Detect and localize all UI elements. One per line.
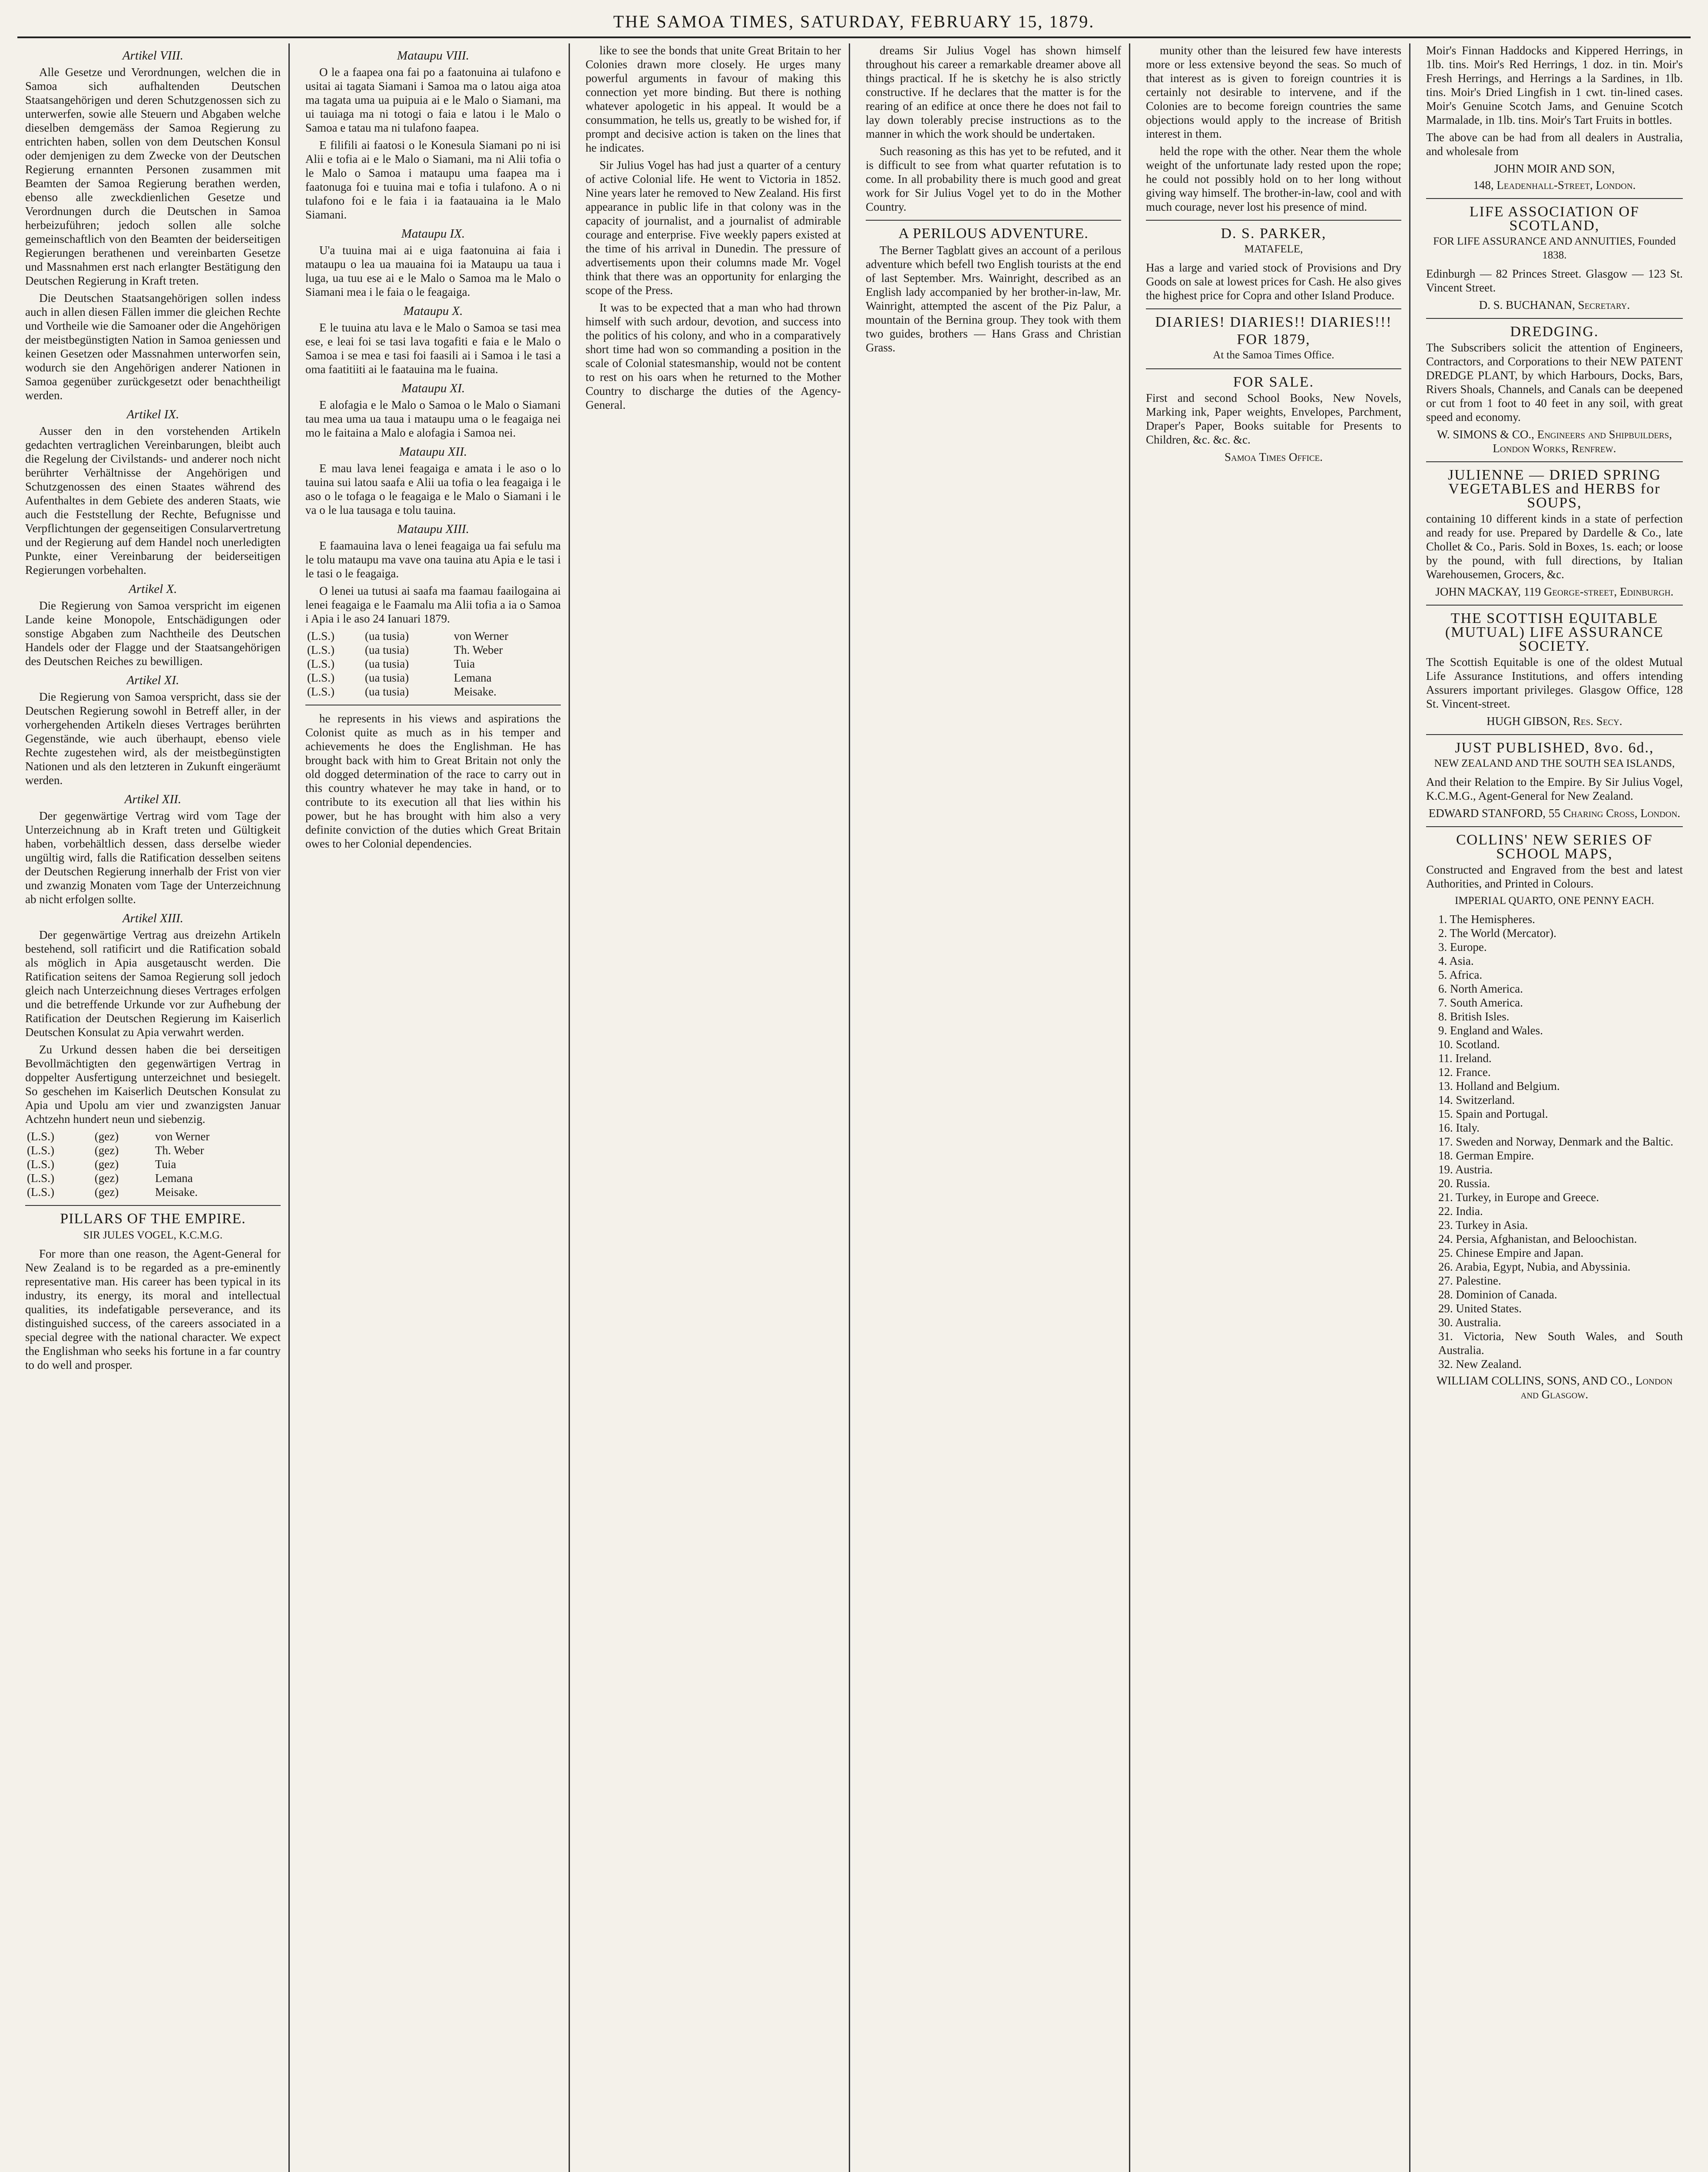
signature-row	[25, 1129, 281, 1143]
signed-mark: (gez)	[94, 1172, 119, 1185]
seal: (L.S.)	[307, 685, 334, 698]
masthead-title: THE SAMOA TIMES, SATURDAY, FEBRUARY 15, 1879.	[613, 11, 1095, 31]
signed-mark: (ua tusia)	[365, 685, 409, 698]
article-9-text: Ausser den in den vorstehenden Artikeln gedachten vertraglichen Vereinbarungen, bleibt auch die Regelung der Civilstands- und anderer noch nicht berührter Verhältnisse der Angehörigen und Schutzgenossen des einen Staates während des Aufenthaltes in dem Gebiete des anderen Staats, wie auch die Feststellung der Rechte, Befugnisse und Verpflichtungen der gegenseitigen Consularvertretung und der Regierung auf dem Handel noch unerledigten Punkte, einer Vereinbarung der beiderseitigen Regierungen vorbehalten.	[25, 424, 281, 576]
signature-row	[305, 685, 561, 699]
maps-list-item: 21. Turkey, in Europe and Greece.	[1438, 1191, 1599, 1204]
maps-list-item: 16. Italy.	[1438, 1121, 1480, 1134]
article-12-text: Der gegenwärtige Vertrag wird vom Tage der Unterzeichnung ab in Kraft treten und Gültigkeit haben, vorbehältlich dessen, dass derselbe wieder ungültig wird, falls die Ratification desselben seitens der Deutschen Regierung innerhalb der Frist von vier und zwanzig Monaten vom Tage der Unterzeichnung ab nicht erfolgen sollte.	[25, 809, 281, 906]
mataupu-9-text: U'a tuuina mai ai e uiga faatonuina ai faia i mataupu o lea ua mauaina foi ia Mataupu ua taua i luga, ua tuu ese ai e le Malo o Samoa ma le Malo o Siamani mea i le faia o le feagaiga.	[305, 244, 561, 298]
signed-mark: (ua tusia)	[365, 643, 409, 656]
mataupu-8-title: Mataupu VIII.	[397, 49, 469, 63]
dredging-heading: DREDGING.	[1510, 324, 1599, 340]
maps-list-item: 7. South America.	[1438, 996, 1523, 1009]
signed-mark: (ua tusia)	[365, 657, 409, 670]
signatory-name: Meisake.	[155, 1185, 198, 1199]
mataupu-10-title: Mataupu X.	[403, 304, 463, 318]
divider	[866, 220, 1121, 221]
vogel-article-text-4: dreams Sir Julius Vogel has shown himself throughout his career a remarkable dreamer above all things practical. If he is sketchy he is also strictly constructive. If he declares that the matter is for the rearing of an edifice at once there he does not fail to lay down tolerably precise instructions as to the manner in which the work should be undertaken.	[866, 44, 1121, 140]
maps-list-item: 23. Turkey in Asia.	[1438, 1218, 1528, 1232]
maps-list-item: 9. England and Wales.	[1438, 1024, 1543, 1037]
article-12-title: Artikel XII.	[124, 792, 182, 806]
maps-list-item: 28. Dominion of Canada.	[1438, 1288, 1557, 1301]
signatory-name: von Werner	[453, 629, 509, 642]
pillars-title: PILLARS OF THE EMPIRE.	[60, 1211, 246, 1227]
column-3	[578, 43, 850, 2172]
maps-list-item: 24. Persia, Afghanistan, and Beloochistan.	[1438, 1232, 1637, 1245]
moir-ad-note: The above can be had from all dealers in Australia, and wholesale from	[1426, 131, 1683, 158]
parker-ad	[1146, 227, 1401, 302]
scottish-equitable-contact: HUGH GIBSON, Res. Secy.	[1486, 715, 1622, 728]
signatory-name: Th. Weber	[453, 643, 503, 656]
divider	[1426, 461, 1683, 462]
adventure-title: A PERILOUS ADVENTURE.	[898, 225, 1089, 242]
maps-list-item: 26. Arabia, Egypt, Nubia, and Abyssinia.	[1438, 1260, 1631, 1273]
divider	[1146, 220, 1401, 221]
book-ad-contact: EDWARD STANFORD, 55 Charing Cross, London.	[1428, 807, 1681, 820]
vogel-article-text-5: Such reasoning as this has yet to be refuted, and it is difficult to see from what quarter refutation is to come. In all probability there is much good and great work for Sir Julius Vogel yet to do in the Mother Country.	[866, 145, 1121, 213]
seal: (L.S.)	[307, 629, 334, 642]
for-sale-place: Samoa Times Office.	[1225, 450, 1323, 464]
diaries-ad-heading: DIARIES! DIARIES!! DIARIES!!!	[1155, 314, 1392, 330]
signed-mark: (gez)	[94, 1130, 119, 1143]
signatory-name: Meisake.	[453, 685, 497, 698]
maps-list-item: 6. North America.	[1438, 982, 1523, 995]
diaries-ad	[1146, 315, 1401, 362]
pillars-subtitle: SIR JULES VOGEL, K.C.M.G.	[83, 1229, 223, 1241]
seal: (L.S.)	[27, 1130, 54, 1143]
maps-list-item: 32. New Zealand.	[1438, 1358, 1522, 1371]
mataupu-8-text: O le a faapea ona fai po a faatonuina ai tulafono e usitai ai tagata Siamani i Samoa ma o latou aiga atoa ma tagata uma ua puipuia ai e le Malo o Siamani, ma ui tauiaga ma ni totogi o faia e latou i le Malo o Samoa e tatau ma ni tulafono faapea.	[305, 66, 561, 134]
maps-list-item: 20. Russia.	[1438, 1177, 1490, 1190]
column-1	[17, 43, 290, 2172]
dredging-contact: W. SIMONS & CO., Engineers and Shipbuilders, London Works, Renfrew.	[1437, 428, 1672, 455]
maps-list-item: 8. British Isles.	[1438, 1010, 1509, 1023]
seal: (L.S.)	[307, 671, 334, 684]
column-6	[1418, 43, 1691, 2172]
article-10-title: Artikel X.	[129, 582, 177, 596]
signature-row	[25, 1171, 281, 1185]
dredging-ad	[1426, 325, 1683, 455]
maps-ad-heading: COLLINS' NEW SERIES OF SCHOOL MAPS,	[1456, 832, 1653, 862]
parker-ad-place: MATAFELE,	[1244, 243, 1303, 255]
julienne-ad	[1426, 468, 1683, 599]
signed-mark: (gez)	[94, 1158, 119, 1171]
seal: (L.S.)	[27, 1144, 54, 1157]
maps-list-item: 29. United States.	[1438, 1302, 1522, 1315]
parker-ad-text: Has a large and varied stock of Provisions and Dry Goods on sale at lowest prices for Cash. He also gives the highest price for Copra and other Island Produce.	[1146, 261, 1401, 302]
adventure-text-continued: held the rope with the other. Near them the whole weight of the unfortunate lady rested upon the rope; he could not possibly hold on to her long without giving way himself. The brother-in-law, cool and with much courage, never lost his presence of mind.	[1146, 145, 1401, 213]
divider	[1426, 605, 1683, 606]
maps-list-item: 15. Spain and Portugal.	[1438, 1107, 1548, 1120]
signature-row	[305, 671, 561, 685]
adventure-text: The Berner Tagblatt gives an account of a perilous adventure which befell two English tourists at the end of last September. Mrs. Wainright, described as an English lady accompanied by her brother-in-law, Mr. Wainright, attempted the ascent of the Piz Palur, a mountain of the Bernina group. They took with them two guides, brothers — Hans Grass and Christian Grass.	[866, 244, 1121, 354]
mataupu-13-text: E faamauina lava o lenei feagaiga ua fai sefulu ma le tolu mataupu ma vave ona tauina atu Apia e le tasi i le tasi o le feagaiga.	[305, 539, 561, 580]
mataupu-11-title: Mataupu XI.	[401, 381, 465, 395]
masthead	[17, 6, 1691, 38]
diaries-ad-year: FOR 1879,	[1237, 331, 1311, 348]
signature-row	[25, 1143, 281, 1157]
maps-list-item: 22. India.	[1438, 1205, 1483, 1218]
signature-row	[305, 643, 561, 657]
signed-mark: (gez)	[94, 1144, 119, 1157]
book-ad-heading: JUST PUBLISHED, 8vo. 6d.,	[1455, 740, 1654, 756]
maps-list-item: 13. Holland and Belgium.	[1438, 1079, 1560, 1093]
seal: (L.S.)	[307, 643, 334, 656]
article-8-text-2: Die Deutschen Staatsangehörigen sollen indess auch in allen diesen Fällen immer die gleichen Rechte und Vortheile wie die Samoaner oder die Angehörigen der meistbegünstigten Nation in Samoa geniessen und keinen Gesetzen oder Massnahmen unterworfen sein, wodurch sie den Angehörigen anderer Nationen in Samoa gegenüber zurückgesetzt oder benachtheiligt werden.	[25, 291, 281, 402]
life-association-heading: LIFE ASSOCIATION OF SCOTLAND,	[1469, 204, 1640, 234]
maps-list-item: 17. Sweden and Norway, Denmark and the Baltic.	[1438, 1135, 1674, 1148]
moir-ad	[1426, 43, 1683, 192]
maps-list-item: 5. Africa.	[1438, 968, 1483, 981]
book-ad-title: NEW ZEALAND AND THE SOUTH SEA ISLANDS,	[1434, 758, 1675, 769]
seal: (L.S.)	[307, 657, 334, 670]
mataupu-13-text-2: O lenei ua tutusi ai saafa ma faamau faailogaina ai lenei feagaiga e le Faamalu ma Alii tofia a ia o Samoa i Apia i le aso 24 Ianuari 1879.	[305, 584, 561, 625]
vogel-article-text-3: It was to be expected that a man who had thrown himself with such ardour, devotion, and success into the politics of his colony, and who in a comparatively short time had won so commanding a position in the scale of Colonial statesmanship, would not be content to rest on his oars when he returned to the Mother Country to discharge the duties of the Agency-General.	[586, 301, 841, 411]
signed-mark: (gez)	[94, 1185, 119, 1199]
article-9-title: Artikel IX.	[126, 407, 179, 421]
signature-row	[305, 629, 561, 643]
book-ad	[1426, 741, 1683, 820]
diaries-ad-place: At the Samoa Times Office.	[1213, 349, 1334, 361]
seal: (L.S.)	[27, 1172, 54, 1185]
article-10-text: Die Regierung von Samoa verspricht im eigenen Lande keine Monopole, Entschädigungen oder sonstige Abgaben zum Nachtheile des Deutschen Handels oder der Flagge und der Staatsangehörigen des Deutschen Reiches zu bewilligen.	[25, 599, 281, 668]
column-2	[298, 43, 570, 2172]
mataupu-12-title: Mataupu XII.	[399, 445, 467, 459]
signatory-name: Th. Weber	[155, 1144, 204, 1157]
life-association-address: Edinburgh — 82 Princes Street. Glasgow — 123 St. Vincent Street.	[1426, 267, 1683, 294]
maps-ad	[1426, 833, 1683, 1401]
pillars-text: For more than one reason, the Agent-General for New Zealand is to be regarded as a pre-eminently representative man. His career has been typical in its industry, its energy, its moral and intellectual qualities, its indefatigable perseverance, and its distinguished success, of the careers associated in a special degree with the national character. We expect the Englishman who seeks his fortune in a far country to do well and prosper.	[25, 1247, 281, 1371]
article-8-text: Alle Gesetze und Verordnungen, welchen die in Samoa sich aufhaltenden Deutschen Staatsangehörigen und deren Schutzgenossen sich zu unterwerfen, sowie alle Steuern und Abgaben welche dieselben demgemäss der Samoa Regierung zu entrichten haben, sollen von dem Deutschen Konsul oder demjenigen zu dem Zwecke von der Deutschen Regierung ernannten Personen zusammen mit Beamten der Samoa Regierung berathen werden, ebenso alle zweckdienlichen Gesetze und Verordnungen durch die Deutschen in Samoa herbeizuführen; jedoch sollen alle solche gemeinschaftlich von den Beamten der beiderseitigen Regierungen berathenen und vereinbarten Gesetze und Massnahmen erst nach erlangter Bestätigung den Deutschen Regierung in Kraft treten.	[25, 66, 281, 287]
article-13-title: Artikel XIII.	[122, 911, 184, 925]
maps-ad-contact: WILLIAM COLLINS, SONS, AND CO., London and Glasgow.	[1436, 1374, 1673, 1401]
article-11-title: Artikel XI.	[126, 673, 179, 687]
divider	[25, 1205, 281, 1206]
maps-list	[1426, 912, 1683, 1371]
mataupu-8-text-2: E filifili ai faatosi o le Konesula Siamani po ni isi Alii e tofia ai e le Malo o Siamani, ma ni Alii tofia o le Malo o Samoa i mataupu uma faapea ma i faatonuga foi e tuuina mai e tofia i tulafono. A o ni tulafono foi e le faia i ia faatauaina ia le Malo Siamani.	[305, 139, 561, 221]
julienne-contact: JOHN MACKAY, 119 George-street, Edinburgh.	[1435, 585, 1674, 598]
mataupu-10-text: E le tuuina atu lava e le Malo o Samoa se tasi mea ese, e leai foi se tasi lava togafiti e faia e le Malo o Samoa i se mea e tasi foi faasili ai i Samoa i le tasi a oma faatitiiti ai le faatauina ma le fuaina.	[305, 321, 561, 376]
column-5	[1138, 43, 1410, 2172]
for-sale-ad	[1146, 375, 1401, 464]
signature-table-german	[25, 1129, 281, 1199]
for-sale-heading: FOR SALE.	[1233, 374, 1314, 390]
divider	[1426, 826, 1683, 827]
seal: (L.S.)	[27, 1158, 54, 1171]
divider	[1146, 308, 1401, 309]
divider	[1146, 368, 1401, 369]
scottish-equitable-text: The Scottish Equitable is one of the oldest Mutual Life Assurance Institutions, and offers intending Assurers important privileges. Glasgow Office, 128 St. Vincent-street.	[1426, 656, 1683, 710]
vogel-article-text-6: munity other than the leisured few have interests more or less extensive beyond the seas. So much of that interest as is given to foreign countries it is certainly not desirable to intervene, and if the Colonies are to become foreign countries the same objections would apply to the increase of British interest in them.	[1146, 44, 1401, 140]
parker-ad-heading: D. S. PARKER,	[1221, 225, 1327, 242]
seal: (L.S.)	[27, 1185, 54, 1199]
moir-ad-text: Moir's Finnan Haddocks and Kippered Herrings, in 1lb. tins. Moir's Red Herrings, 1 doz. in tin. Moir's Fresh Herrings, and Herrings a la Sardines, in 1lb. tins. Moir's Dried Lingfish in 1 cwt. tin-lined cases. Moir's Genuine Scotch Jams, and Genuine Scotch Marmalade, in 1lb. tins. Moir's Tart Fruits in bottles.	[1426, 44, 1683, 126]
signed-mark: (ua tusia)	[365, 629, 409, 642]
vogel-article-continued: he represents in his views and aspirations the Colonist quite as much as in his temper and achievements he does the Englishman. He has brought back with him to Great Britain not only the old dogged determination of the race to carry out in this country whatever he may take in hand, or to contribute to its execution all that lies within his power, but he has brought with him also a very definite conviction of the duties which Great Britain owes to her Colonial dependencies.	[305, 712, 561, 850]
article-13-text-2: Zu Urkund dessen haben die bei derseitigen Bevollmächtigten den gegenwärtigen Vertrag in doppelter Ausfertigung unterzeichnet und besiegelt. So geschehen im Kaiserlich Deutschen Konsulat zu Apia und Upolu am vier und zwanzigsten Januar Achtzehn hundert neun und siebenzig.	[25, 1043, 281, 1126]
maps-list-item: 2. The World (Mercator).	[1438, 927, 1556, 940]
column-4	[858, 43, 1130, 2172]
maps-list-item: 4. Asia.	[1438, 954, 1474, 967]
maps-list-item: 10. Scotland.	[1438, 1038, 1500, 1051]
signed-mark: (ua tusia)	[365, 671, 409, 684]
maps-list-item: 31. Victoria, New South Wales, and South Australia.	[1438, 1330, 1683, 1357]
signatory-name: Lemana	[155, 1172, 193, 1185]
mataupu-12-text: E mau lava lenei feagaiga e amata i le aso o lo tauina sui latou saafa e Alii ua tofia o lea feagaiga i le aso o le tofaga o le feagaiga e le Malo o Siamani i le va o le lua tausaga e tolu tauina.	[305, 462, 561, 517]
signatory-name: von Werner	[155, 1130, 210, 1143]
mataupu-13-title: Mataupu XIII.	[397, 522, 469, 536]
vogel-article-text-2: Sir Julius Vogel has had just a quarter of a century of active Colonial life. He went to Victoria in 1852. Nine years later he removed to New Zealand. His first appearance in public life in that colony was in the capacity of journalist, and a journalist of admirable courage and enterprise. Five weekly papers existed at the time of his arrival in Dunedin. The pressure of advertisements upon their columns made Mr. Vogel think that there was an opportunity for enlarging the scope of the Press.	[586, 159, 841, 297]
signature-row	[25, 1185, 281, 1199]
maps-ad-price: IMPERIAL QUARTO, ONE PENNY EACH.	[1455, 895, 1654, 907]
signature-row	[25, 1157, 281, 1171]
divider	[1426, 734, 1683, 735]
vogel-article-text-1: like to see the bonds that unite Great Britain to her Colonies drawn more closely. He urges many powerful arguments in favour of making this connection yet more binding. But there is nothing whatever apologetic in his appeal. It would be a consummation, he tells us, greatly to be wished for, if prompt and decisive action is taken on the lines that he indicates.	[586, 44, 841, 154]
book-ad-text: And their Relation to the Empire. By Sir Julius Vogel, K.C.M.G., Agent-General for New Zealand.	[1426, 775, 1683, 802]
maps-list-item: 3. Europe.	[1438, 940, 1487, 954]
maps-list-item: 1. The Hemispheres.	[1438, 913, 1535, 926]
article-8-title: Artikel VIII.	[122, 49, 184, 63]
moir-ad-name: JOHN MOIR AND SON,	[1494, 162, 1615, 175]
for-sale-text: First and second School Books, New Novels, Marking ink, Paper weights, Envelopes, Parchment, Draper's Paper, Books suitable for Presents to Children, &c. &c. &c.	[1146, 391, 1401, 446]
mataupu-9-title: Mataupu IX.	[401, 227, 465, 241]
maps-list-item: 30. Australia.	[1438, 1316, 1501, 1329]
maps-ad-text: Constructed and Engraved from the best and latest Authorities, and Printed in Colours.	[1426, 863, 1683, 890]
maps-list-item: 18. German Empire.	[1438, 1149, 1534, 1162]
article-11-text: Die Regierung von Samoa verspricht, dass sie der Deutschen Regierung sowohl in Betreff aller, in der vorhergehenden Artikeln dieses Vertrages berührten Gegenstände, wie auch überhaupt, ebenso viele Rechte zugestehen wird, als der meistbegünstigten Nationen und als den letzteren in Zukunft eingeräumt werden.	[25, 690, 281, 787]
divider	[1426, 318, 1683, 319]
julienne-text: containing 10 different kinds in a state of perfection and ready for use. Prepared by Dardelle & Co., late Chollet & Co., Paris. Sold in Boxes, 1s. each; or loose by the pound, with full directions, by Italian Warehousemen, Grocers, &c.	[1426, 512, 1683, 581]
maps-list-item: 14. Switzerland.	[1438, 1093, 1515, 1106]
signatory-name: Lemana	[453, 671, 492, 684]
dredging-text: The Subscribers solicit the attention of Engineers, Contractors, and Corporations to their NEW PATENT DREDGE PLANT, by which Harbours, Docks, Bars, Rivers Shoals, Channels, and Canals can be deepened or cut from 1 foot to 40 feet in any soil, with great speed and economy.	[1426, 341, 1683, 424]
maps-list-item: 11. Ireland.	[1438, 1052, 1492, 1065]
scottish-equitable-ad	[1426, 612, 1683, 728]
signature-row	[305, 657, 561, 671]
signature-table-samoan	[305, 629, 561, 699]
article-13-text: Der gegenwärtige Vertrag aus dreizehn Artikeln bestehend, soll ratificirt und die Ratification sobald als möglich in Apia ausgetauscht werden. Die Ratification seitens der Samoa Regierung soll jedoch gleich nach Unterzeichnung dieses Vertrages erfolgen und die betreffende Urkunde vor zur Aufhebung der Ratification der Deutschen Regierung im Kaiserlich Deutschen Konsulat zu Apia verwahrt werden.	[25, 928, 281, 1039]
maps-list-item: 12. France.	[1438, 1066, 1491, 1079]
columns	[17, 43, 1691, 2172]
moir-ad-address: 148, Leadenhall-Street, London.	[1473, 179, 1636, 192]
scottish-equitable-heading: THE SCOTTISH EQUITABLE (MUTUAL) LIFE ASSURANCE SOCIETY.	[1445, 610, 1664, 654]
maps-list-item: 27. Palestine.	[1438, 1274, 1501, 1287]
life-association-ad	[1426, 205, 1683, 312]
signatory-name: Tuia	[155, 1158, 176, 1171]
life-association-subtitle: FOR LIFE ASSURANCE AND ANNUITIES, Founded 1838.	[1433, 235, 1676, 261]
life-association-contact: D. S. BUCHANAN, Secretary.	[1479, 298, 1630, 311]
divider	[1426, 198, 1683, 199]
maps-list-item: 19. Austria.	[1438, 1163, 1493, 1176]
maps-list-item: 25. Chinese Empire and Japan.	[1438, 1246, 1584, 1259]
mataupu-11-text: E alofagia e le Malo o Samoa o le Malo o Siamani tau mea uma ua taua i mataupu uma o le feagaiga nei mo le faitaina a Malo e alofagia i Samoa nei.	[305, 398, 561, 439]
signatory-name: Tuia	[453, 657, 475, 670]
julienne-heading: JULIENNE — DRIED SPRING VEGETABLES and HERBS for SOUPS,	[1448, 467, 1661, 511]
